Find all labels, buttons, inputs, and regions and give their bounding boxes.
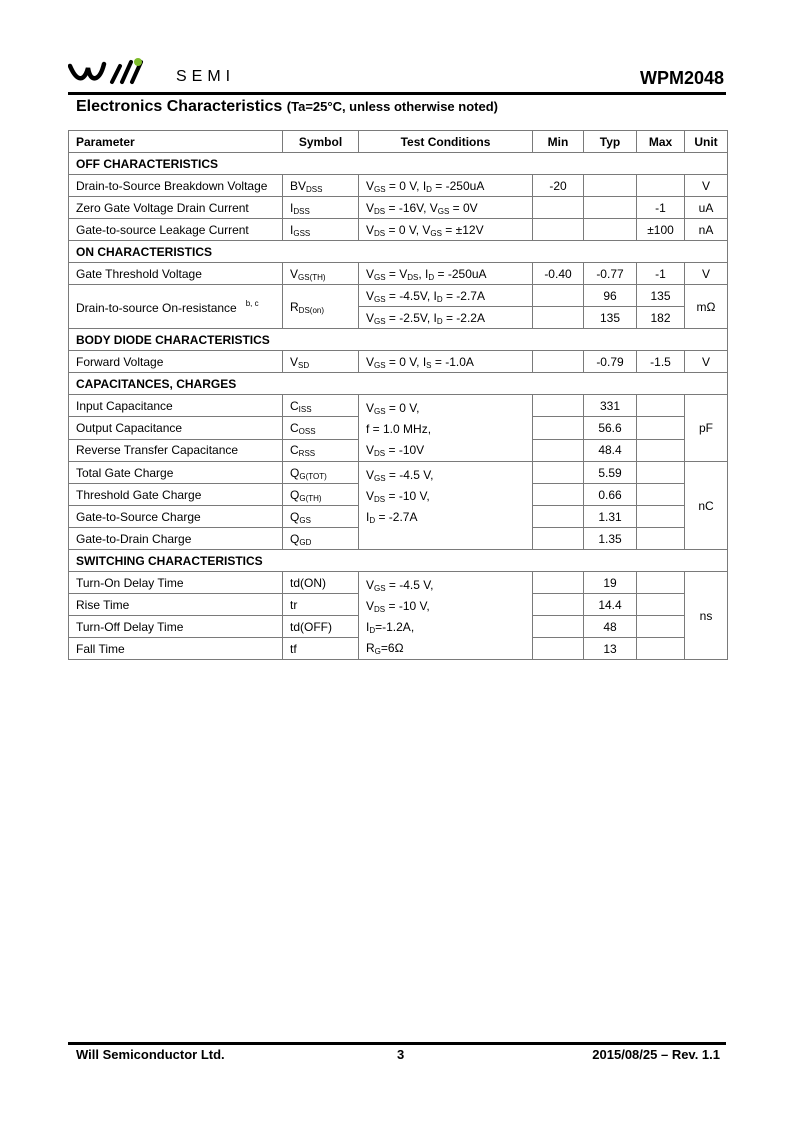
test-condition-line: $R_G=6\Omega$ (366, 641, 404, 656)
section-title-text: Electronics Characteristics (76, 98, 283, 115)
parameter-cell: Gate-to-Drain Charge (69, 528, 283, 550)
symbol-cell: $Q_{G(TOT)}$ (283, 462, 359, 484)
symbol-cell: $V_{GS(TH)}$ (283, 263, 359, 285)
typ-value: 48.4 (584, 439, 637, 461)
typ-value: 5.59 (584, 462, 637, 484)
typ-value: 14.4 (584, 594, 637, 616)
max-value (637, 616, 685, 638)
col-test-conditions: Test Conditions (359, 131, 533, 153)
unit-value: mΩ (685, 285, 728, 329)
subscript: GS(TH) (298, 272, 326, 282)
min-value: -20 (533, 175, 584, 197)
subscript: GS (299, 515, 311, 525)
subscript: D (369, 626, 376, 635)
parameter-cell: Drain-to-Source Breakdown Voltage (69, 175, 283, 197)
subscript: GS (374, 316, 386, 326)
parameter-cell: Turn-Off Delay Time (69, 616, 283, 638)
unit-value: nA (685, 219, 728, 241)
symbol-cell: $BV_{DSS}$ (283, 175, 359, 197)
category-row (69, 241, 728, 263)
header-rule (68, 92, 726, 95)
parameter-cell: Input Capacitance (69, 395, 283, 417)
test-condition-cell: $V_{DS} = -16V$, $V_{GS} = 0V$ (359, 197, 533, 219)
table-row (69, 219, 728, 241)
symbol-cell: $I_{DSS}$ (283, 197, 359, 219)
typ-value: 48 (584, 616, 637, 638)
subscript: DS (374, 495, 386, 504)
unit-value: pF (685, 395, 728, 462)
typ-value (584, 219, 637, 241)
max-value: -1 (637, 197, 685, 219)
max-value: 135 (637, 285, 685, 307)
symbol-cell: $R_{DS(on)}$ (283, 285, 359, 329)
typ-value (584, 197, 637, 219)
category-row (69, 550, 728, 572)
subscript: GSS (293, 228, 311, 238)
max-value (637, 506, 685, 528)
symbol-cell: td(ON) (283, 572, 359, 594)
symbol-cell: $I_{GSS}$ (283, 219, 359, 241)
category-label: SWITCHING CHARACTERISTICS (69, 550, 728, 572)
parameter-cell: Gate-to-Source Charge (69, 506, 283, 528)
symbol-cell: tr (283, 594, 359, 616)
subscript: SD (298, 360, 310, 370)
symbol-cell: td(OFF) (283, 616, 359, 638)
typ-value: 135 (584, 307, 637, 329)
unit-value: V (685, 351, 728, 373)
max-value (637, 439, 685, 461)
typ-value: 1.31 (584, 506, 637, 528)
typ-value: 13 (584, 638, 637, 660)
test-condition-cell: $V_{GS} = V_{DS}$, $I_D = -250uA$ (359, 263, 533, 285)
subscript: G(TH) (299, 493, 322, 503)
test-condition-line: $I_D=-1.2A$, (366, 620, 415, 635)
min-value (533, 616, 584, 638)
test-condition-cell: $V_{DS} = 0$ V, $V_{GS} = \pm 12V$ (359, 219, 533, 241)
category-label: CAPACITANCES, CHARGES (69, 373, 728, 395)
max-value (637, 594, 685, 616)
parameter-cell: Gate Threshold Voltage (69, 263, 283, 285)
min-value (533, 506, 584, 528)
subscript: RSS (298, 449, 316, 459)
parameter-cell: Reverse Transfer Capacitance (69, 439, 283, 461)
footer-revision: 2015/08/25 – Rev. 1.1 (592, 1047, 720, 1062)
subscript: GS (374, 584, 386, 593)
brand-semi-text: SEMI (176, 68, 236, 85)
test-condition-line: $I_D = -2.7A$ (366, 510, 418, 525)
typ-value: -0.77 (584, 263, 637, 285)
symbol-cell: $Q_{GD}$ (283, 528, 359, 550)
typ-value: 0.66 (584, 484, 637, 506)
table-row (69, 197, 728, 219)
footer-page-number: 3 (397, 1047, 405, 1062)
footnote-marker: b, c (245, 298, 259, 308)
min-value (533, 197, 584, 219)
table-row (69, 285, 728, 307)
min-value (533, 528, 584, 550)
subscript: D (436, 316, 443, 326)
min-value (533, 307, 584, 329)
symbol-cell: $Q_{GS}$ (283, 506, 359, 528)
subscript: DS (374, 206, 386, 216)
shared-test-conditions (359, 395, 533, 462)
section-conditions: (Ta=25°C, unless otherwise noted) (286, 99, 498, 114)
parameter-cell: Rise Time (69, 594, 283, 616)
parameter-cell: Threshold Gate Charge (69, 484, 283, 506)
max-value (637, 395, 685, 417)
test-condition-line: $V_{GS} = 0$ V, (366, 401, 420, 416)
subscript: DS (374, 605, 386, 614)
max-value: ±100 (637, 219, 685, 241)
symbol-cell: tf (283, 638, 359, 660)
unit-value: nC (685, 462, 728, 550)
unit-value: V (685, 263, 728, 285)
parameter-cell: Output Capacitance (69, 417, 283, 439)
max-value (637, 175, 685, 197)
max-value: -1 (637, 263, 685, 285)
subscript: DS (374, 228, 386, 238)
part-number: WPM2048 (639, 68, 724, 88)
subscript: GS (374, 474, 386, 483)
unit-value: ns (685, 572, 728, 660)
parameter-cell: Total Gate Charge (69, 462, 283, 484)
test-condition-line: $V_{GS} = -4.5$ V, (366, 468, 434, 483)
min-value (533, 484, 584, 506)
test-condition-cell: $V_{GS} = -4.5V$, $I_D = -2.7A$ (359, 285, 533, 307)
max-value: 182 (637, 307, 685, 329)
subscript: OSS (298, 426, 316, 436)
subscript: DSS (293, 206, 310, 216)
symbol-cell: $C_{ISS}$ (283, 395, 359, 417)
typ-value: 19 (584, 572, 637, 594)
parameter-cell: Fall Time (69, 638, 283, 660)
will-logo-mark (68, 56, 168, 88)
typ-value: 96 (584, 285, 637, 307)
typ-value: 331 (584, 395, 637, 417)
min-value (533, 462, 584, 484)
category-row (69, 153, 728, 175)
max-value (637, 572, 685, 594)
subscript: S (426, 360, 432, 370)
category-label: BODY DIODE CHARACTERISTICS (69, 329, 728, 351)
min-value (533, 351, 584, 373)
parameter-cell: Turn-On Delay Time (69, 572, 283, 594)
max-value: -1.5 (637, 351, 685, 373)
typ-value: -0.79 (584, 351, 637, 373)
unit-value: V (685, 175, 728, 197)
parameter-cell: Drain-to-source On-resistance $^{b, c}$ (69, 285, 283, 329)
subscript: GS (374, 184, 386, 194)
typ-value (584, 175, 637, 197)
typ-value: 1.35 (584, 528, 637, 550)
max-value (637, 484, 685, 506)
test-condition-line: $V_{DS} = -10$ V, (366, 599, 430, 614)
subscript: D (436, 294, 443, 304)
subscript: D (369, 516, 376, 525)
test-condition-cell: $V_{GS} = 0$ V, $I_S = -1.0A$ (359, 351, 533, 373)
table-row (69, 175, 728, 197)
min-value (533, 572, 584, 594)
symbol-cell: $C_{OSS}$ (283, 417, 359, 439)
subscript: DS (374, 449, 386, 458)
table-row (69, 263, 728, 285)
col-unit: Unit (685, 131, 728, 153)
subscript: GS (374, 272, 386, 282)
symbol-cell: $C_{RSS}$ (283, 439, 359, 461)
category-label: OFF CHARACTERISTICS (69, 153, 728, 175)
subscript: GS (437, 206, 450, 216)
subscript: DS(on) (298, 305, 325, 315)
subscript: GS (374, 294, 386, 304)
max-value (637, 417, 685, 439)
symbol-cell: $Q_{G(TH)}$ (283, 484, 359, 506)
footer-company: Will Semiconductor Ltd. (76, 1047, 225, 1062)
col-min: Min (533, 131, 584, 153)
category-row (69, 373, 728, 395)
subscript: ISS (298, 404, 312, 414)
category-label: ON CHARACTERISTICS (69, 241, 728, 263)
col-typ: Typ (584, 131, 637, 153)
symbol-cell: $V_{SD}$ (283, 351, 359, 373)
subscript: DSS (306, 184, 323, 194)
min-value (533, 285, 584, 307)
table-row (69, 395, 728, 417)
subscript: DS (407, 272, 419, 282)
unit-value: uA (685, 197, 728, 219)
electrical-characteristics-table (68, 130, 728, 660)
min-value (533, 594, 584, 616)
parameter-cell: Forward Voltage (69, 351, 283, 373)
shared-test-conditions (359, 572, 533, 660)
footer-rule (68, 1042, 726, 1045)
will-semi-logo (68, 56, 258, 88)
test-condition-line: $V_{DS} = -10V$ (366, 443, 425, 458)
subscript: GD (299, 537, 312, 547)
col-parameter: Parameter (69, 131, 283, 153)
max-value (637, 462, 685, 484)
subscript: GS (430, 228, 442, 238)
subscript: GS (374, 407, 386, 416)
col-max: Max (637, 131, 685, 153)
table-row (69, 572, 728, 594)
min-value (533, 219, 584, 241)
subscript: D (426, 184, 432, 194)
subscript: G (374, 647, 381, 656)
test-condition-cell: $V_{GS} = -2.5V$, $I_D = -2.2A$ (359, 307, 533, 329)
test-condition-line: $V_{GS} = -4.5$ V, (366, 578, 434, 593)
parameter-cell: Zero Gate Voltage Drain Current (69, 197, 283, 219)
category-row (69, 329, 728, 351)
min-value (533, 417, 584, 439)
subscript: GS (374, 360, 386, 370)
typ-value: 56.6 (584, 417, 637, 439)
max-value (637, 638, 685, 660)
max-value (637, 528, 685, 550)
parameter-cell: Gate-to-source Leakage Current (69, 219, 283, 241)
min-value (533, 395, 584, 417)
shared-test-conditions (359, 462, 533, 550)
subscript: D (428, 272, 435, 282)
table-header-row (69, 131, 728, 153)
test-condition-cell: $V_{GS} = 0$ V, $I_D = -250uA$ (359, 175, 533, 197)
section-title (76, 98, 498, 116)
min-value (533, 638, 584, 660)
min-value (533, 439, 584, 461)
col-symbol: Symbol (283, 131, 359, 153)
table-row (69, 351, 728, 373)
min-value: -0.40 (533, 263, 584, 285)
table-row (69, 462, 728, 484)
test-condition-line: f = 1.0 MHz, (366, 422, 432, 436)
test-condition-line: $V_{DS} = -10$ V, (366, 489, 430, 504)
subscript: G(TOT) (299, 471, 327, 481)
